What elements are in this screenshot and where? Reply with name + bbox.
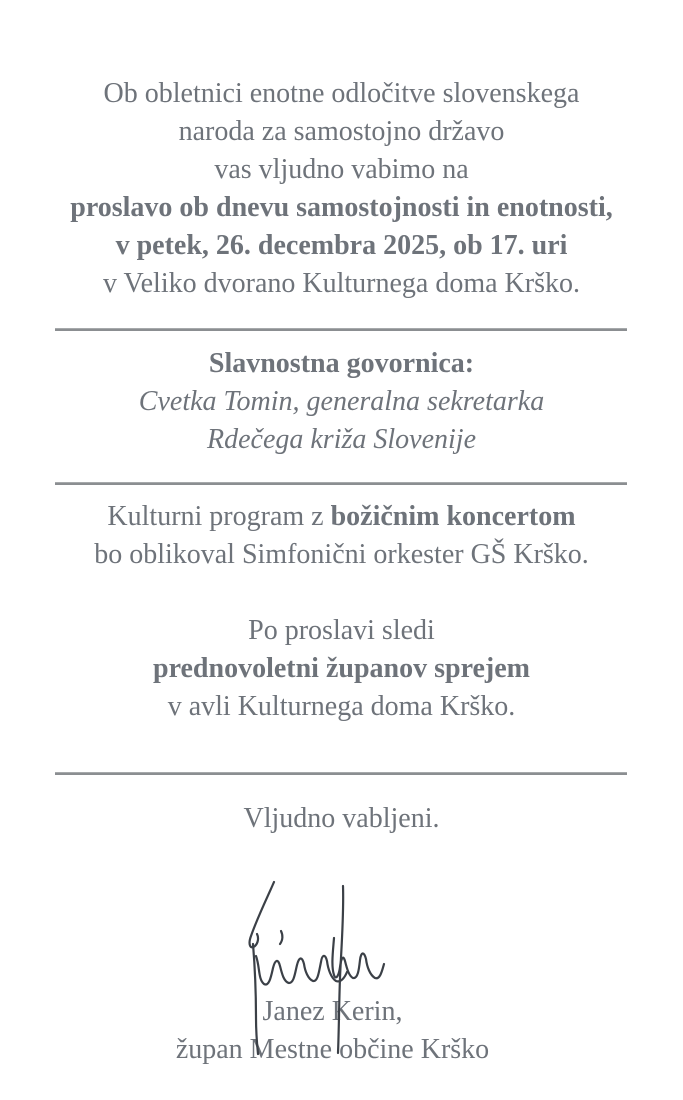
speaker-name: Cvetka Tomin, generalna sekretarka [138, 386, 545, 417]
reception-line-1: Po proslavi sledi [248, 615, 435, 646]
event-venue-line: v Veliko dvorano Kulturnega doma Krško. [103, 268, 580, 299]
event-title-line: proslavo ob dnevu samostojnosti in enotnosti, [70, 192, 613, 223]
divider-line-bottom [55, 772, 627, 775]
program-line-1-bold: božičnim koncertom [330, 501, 576, 532]
reception-section [0, 612, 683, 726]
speaker-organization: Rdečega križa Slovenije [206, 424, 476, 455]
signatory-name: Janez Kerin, [262, 996, 403, 1027]
intro-paragraph [0, 75, 683, 303]
intro-line-1: Ob obletnici enotne odločitve slovenskega [103, 78, 580, 109]
program-line-2: bo oblikoval Simfonični orkester GŠ Krško. [94, 539, 589, 570]
reception-line-3: v avli Kulturnega doma Krško. [167, 691, 516, 722]
program-line-1-regular: Kulturni program z [107, 501, 331, 532]
signature-image [222, 872, 402, 1057]
speaker-heading: Slavnostna govornica: [208, 348, 475, 379]
speaker-section [0, 345, 683, 459]
signatory-title: župan Mestne občine Krško [175, 1034, 490, 1065]
divider-line-top [55, 328, 627, 331]
event-datetime-line: v petek, 26. decembra 2025, ob 17. uri [115, 230, 568, 261]
program-section [0, 498, 683, 574]
closing-line: Vljudno vabljeni. [243, 803, 440, 834]
reception-line-2: prednovoletni županov sprejem [153, 653, 530, 684]
divider-line-middle [55, 482, 627, 485]
intro-line-2: naroda za samostojno državo [178, 116, 505, 147]
program-line-1 [0, 498, 683, 536]
intro-line-3: vas vljudno vabimo na [214, 154, 469, 185]
